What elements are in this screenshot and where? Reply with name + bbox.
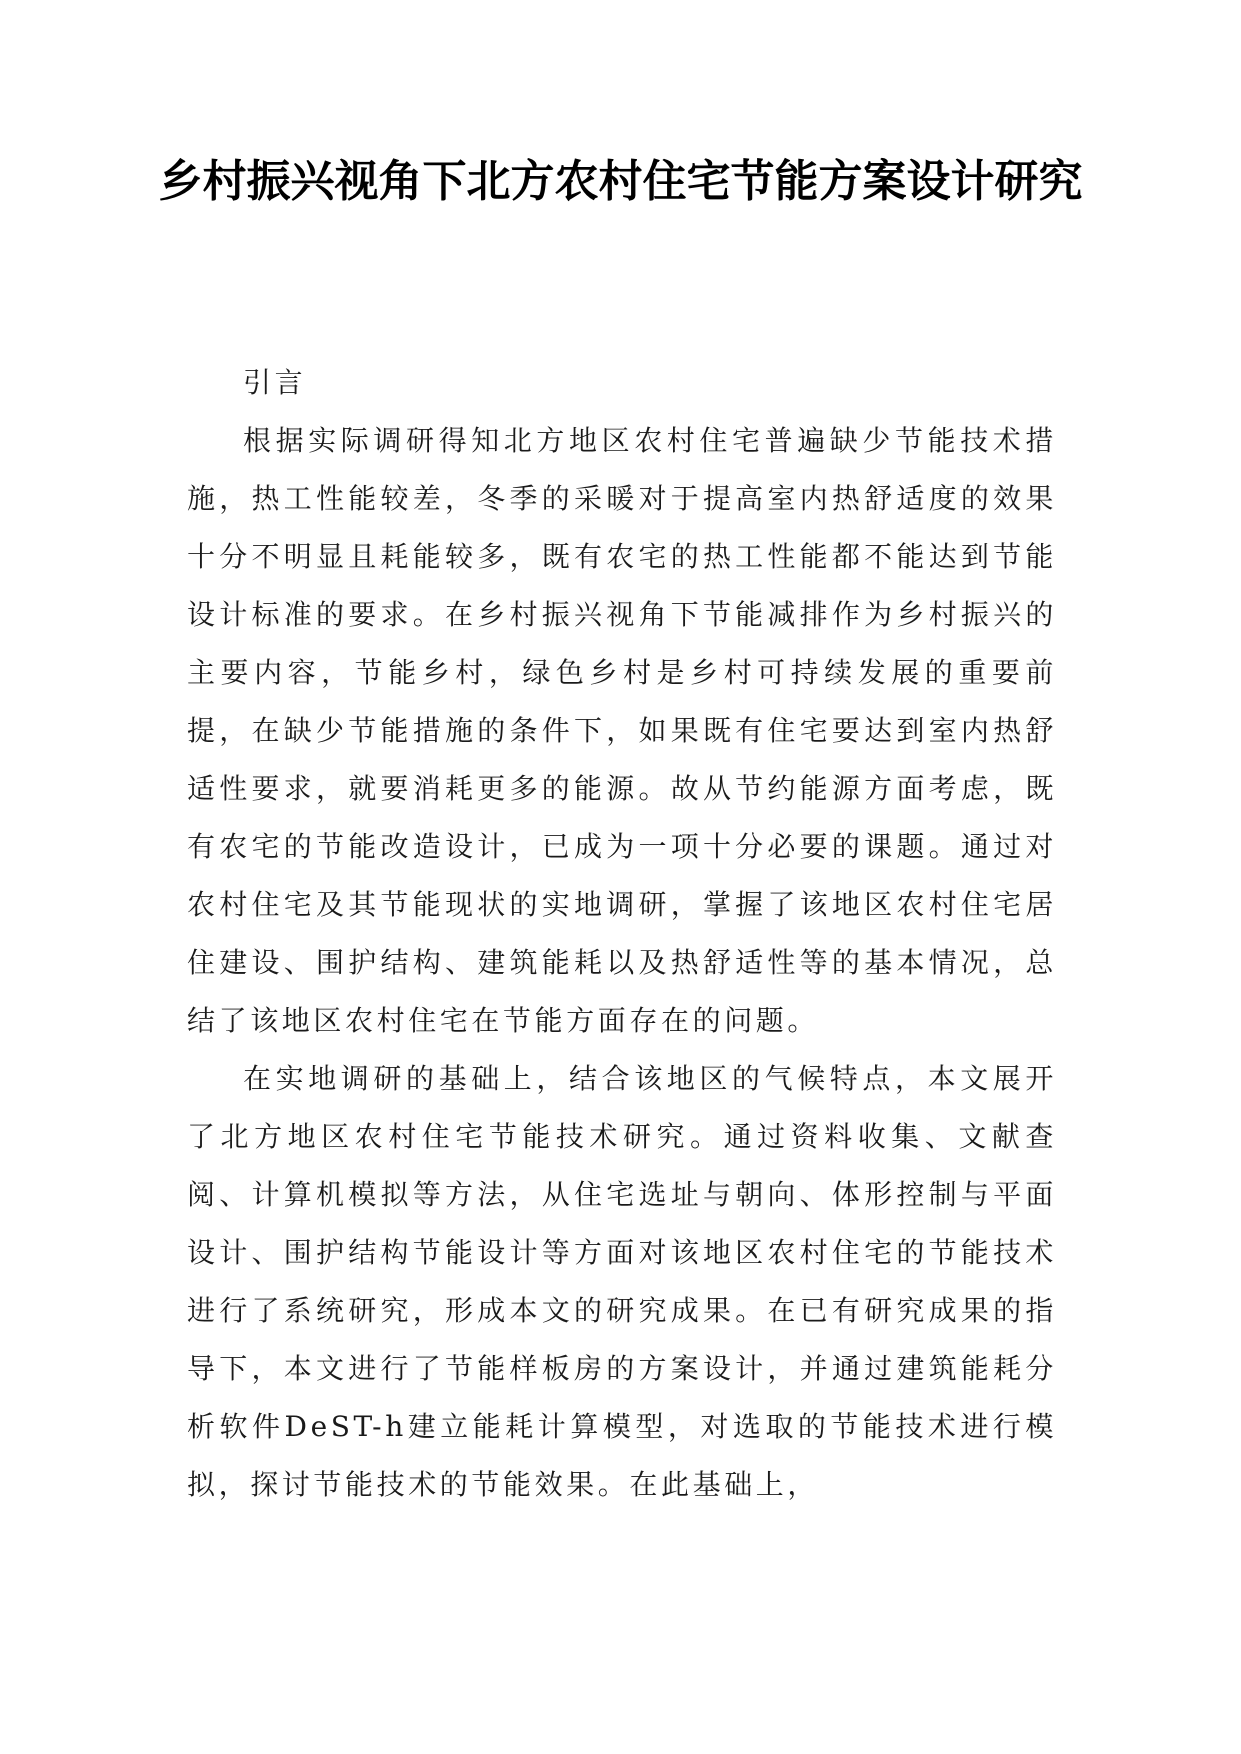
document-title: 乡村振兴视角下北方农村住宅节能方案设计研究 [158, 156, 1083, 207]
paragraph: 根据实际调研得知北方地区农村住宅普遍缺少节能技术措施，热工性能较差，冬季的采暖对于提高室内热舒适度的效果十分不明显且耗能较多，既有农宅的热工性能都不能达到节能设计标准的要求。在乡村振兴视角下节能减排作为乡村振兴的主要内容，节能乡村，绿色乡村是乡村可持续发展的重要前提，在缺少节能措施的条件下，如果既有住宅要达到室内热舒适性要求，就要消耗更多的能源。故从节约能源方面考虑，既有农宅的节能改造设计，已成为一项十分必要的课题。通过对农村住宅及其节能现状的实地调研，掌握了该地区农村住宅居住建设、围护结构、建筑能耗以及热舒适性等的基本情况，总结了该地区农村住宅在节能方面存在的问题。 [187, 424, 1057, 1037]
paragraph: 在实地调研的基础上，结合该地区的气候特点，本文展开了北方地区农村住宅节能技术研究。通过资料收集、文献查阅、计算机模拟等方法，从住宅选址与朝向、体形控制与平面设计、围护结构节能设计等方面对该地区农村住宅的节能技术进行了系统研究，形成本文的研究成果。在已有研究成果的指导下，本文进行了节能样板房的方案设计，并通过建筑能耗分析软件DeST-h建立能耗计算模型，对选取的节能技术进行模拟，探讨节能技术的节能效果。在此基础上， [187, 1062, 1057, 1501]
document-body [187, 354, 1057, 1514]
section-heading: 引言 [243, 366, 307, 399]
